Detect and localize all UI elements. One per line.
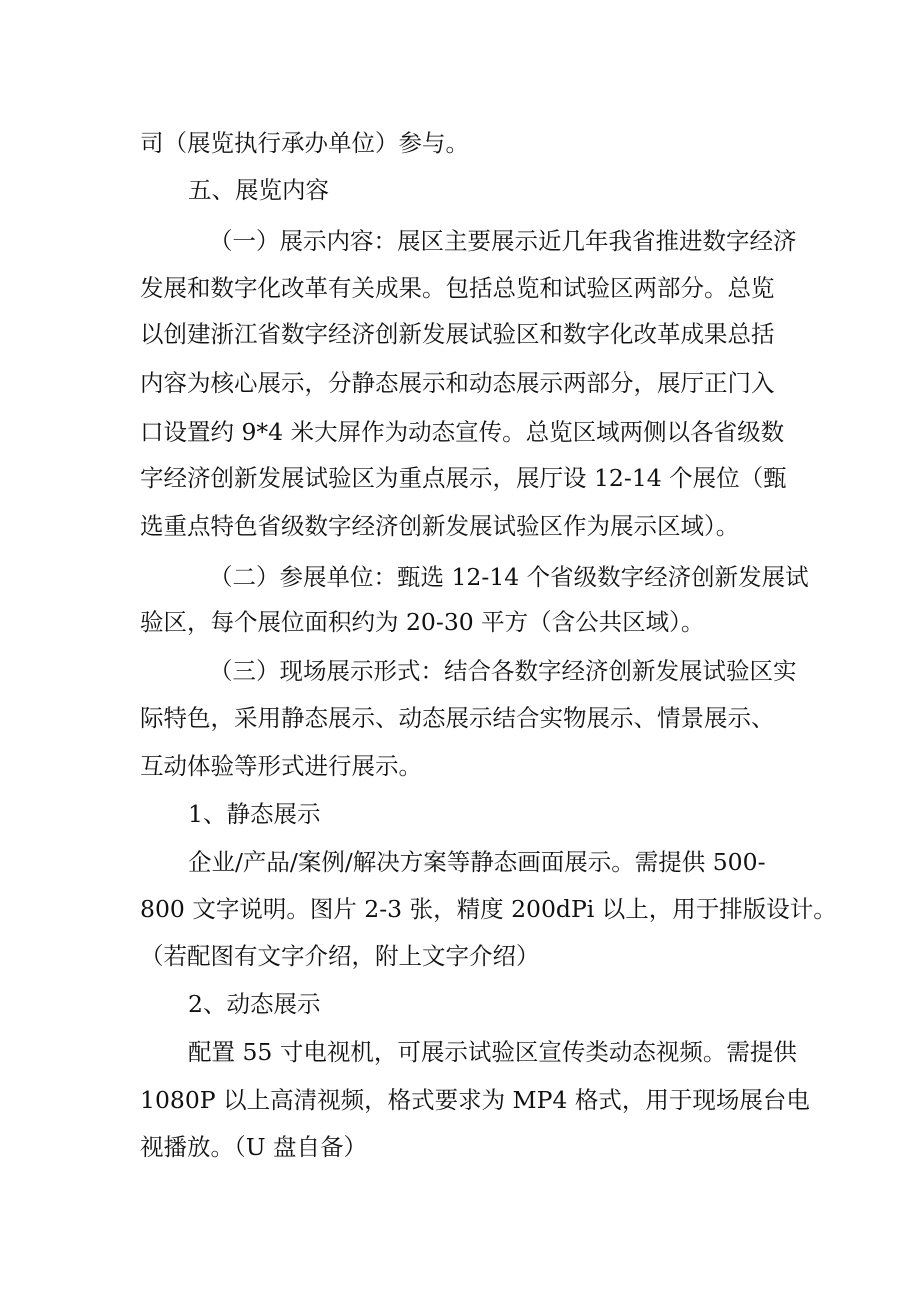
text-line-7: 口设置约 9*4 米大屏作为动态宣传。总览区域两侧以各省级数 xyxy=(140,418,785,446)
section-heading-5: 五、展览内容 xyxy=(188,176,329,204)
text-line-21: 1080P 以上高清视频，格式要求为 MP4 格式，用于现场展台电 xyxy=(140,1086,810,1114)
text-line-8: 字经济创新发展试验区为重点展示，展厅设 12-14 个展位（甄 xyxy=(140,464,787,492)
text-line-17: 800 文字说明。图片 2-3 张，精度 200dPi 以上，用于排版设计。 xyxy=(140,895,837,923)
text-line-20: 配置 55 寸电视机，可展示试验区宣传类动态视频。需提供 xyxy=(188,1038,797,1066)
subheading-static-display: 1、静态展示 xyxy=(188,800,321,828)
text-line-3: （一）展示内容：展区主要展示近几年我省推进数字经济 xyxy=(209,227,797,255)
text-line-11: 验区，每个展位面积约为 20-30 平方（含公共区域）。 xyxy=(140,608,705,636)
text-line-12: （三）现场展示形式：结合各数字经济创新发展试验区实 xyxy=(209,657,797,685)
text-line-13: 际特色，采用静态展示、动态展示结合实物展示、情景展示、 xyxy=(140,704,775,732)
text-line-1: 司（展览执行承办单位）参与。 xyxy=(140,129,469,157)
text-line-14: 互动体验等形式进行展示。 xyxy=(140,752,422,780)
text-line-22: 视播放。（U 盘自备） xyxy=(140,1133,368,1161)
text-line-4: 发展和数字化改革有关成果。包括总览和试验区两部分。总览 xyxy=(140,274,775,302)
text-line-18: （若配图有文字介绍，附上文字介绍） xyxy=(140,942,540,970)
text-line-9: 选重点特色省级数字经济创新发展试验区作为展示区域）。 xyxy=(140,512,740,540)
text-line-6: 内容为核心展示，分静态展示和动态展示两部分，展厅正门入 xyxy=(140,369,775,397)
text-line-10: （二）参展单位：甄选 12-14 个省级数字经济创新发展试 xyxy=(209,563,809,591)
text-line-16: 企业/产品/案例/解决方案等静态画面展示。需提供 500- xyxy=(188,848,766,876)
text-line-5: 以创建浙江省数字经济创新发展试验区和数字化改革成果总括 xyxy=(140,320,775,348)
subheading-dynamic-display: 2、动态展示 xyxy=(188,990,321,1018)
